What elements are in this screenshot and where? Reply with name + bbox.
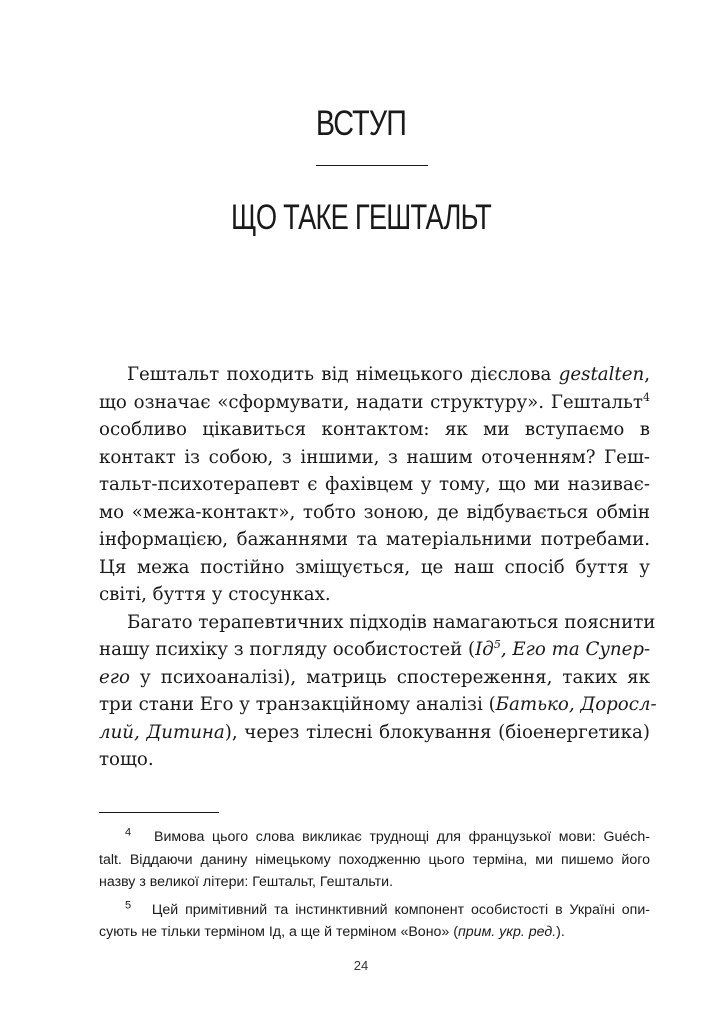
body-text xyxy=(99,361,657,774)
paragraph-2-line-1: Багато терапевтичних підходів намагаються пояснити xyxy=(127,611,656,633)
footnote-4-line-2: talt. Віддаючи данину німецькому походженню цього терміна, ми пишемо його xyxy=(99,851,650,868)
paragraph-1-line-3: особливо цікавиться контактом: як ми вступаємо в xyxy=(99,419,650,440)
footnote-ref-5: 5 xyxy=(493,637,501,651)
paragraph-1-line-2: що означає «сформувати, надати структуру». Гештальт$^4$ xyxy=(99,390,650,413)
paragraph-1-line-4: контакт із собою, з іншими, з нашим оточенням? Геш- xyxy=(99,446,650,468)
footnotes xyxy=(99,826,650,944)
chapter-title: ЩО ТАКЕ ГЕШТАЛЬТ xyxy=(231,198,491,237)
footnote-4-line-3: назву з великої літери: Гештальт, Гештальти. xyxy=(99,874,394,890)
paragraph-2-line-4: три стани Его у транзакційному аналізі (Батько, Доросл- xyxy=(99,694,657,715)
paragraph-1-line-9: світі, буття у стосунках. xyxy=(99,584,331,605)
page-number: 24 xyxy=(353,958,369,973)
paragraph-2-line-5: лий, Дитина), через тілесні блокування (біоенергетика) xyxy=(99,721,650,743)
footnote-ref-4: 4 xyxy=(643,390,650,404)
paragraph-2-line-2: нашу психіку з погляду особистостей ($Ід^5$, Его та Супер- xyxy=(99,637,651,660)
paragraph-1-line-5: тальт-психотерапевт є фахівцем у тому, що ми називає- xyxy=(99,474,650,495)
footnote-4-line-1: $^4$ Вимова цього слова викликає труднощі для французької мови: Guéch- xyxy=(125,826,651,845)
paragraph-2-line-6: тощо. xyxy=(99,749,154,770)
chapter-label: ВСТУП xyxy=(315,104,407,143)
paragraph-1-line-8: Ця межа постійно зміщується, це наш спосіб буття у xyxy=(99,556,650,578)
paragraph-1-line-6: мо «межа-контакт», тобто зоною, де відбувається обмін xyxy=(99,501,650,523)
paragraph-2-line-3: его у психоаналізі), матриць спостереження, таких як xyxy=(99,666,650,688)
chapter-divider xyxy=(316,165,428,166)
footnote-5-line-2: сують не тільки терміном Ід, а ще й терміном «Воно» (прим. укр. ред.). xyxy=(99,924,565,940)
footnote-divider xyxy=(99,812,219,813)
paragraph-1-line-1: Гештальт походить від німецького дієслова gestalten, xyxy=(127,364,650,385)
paragraph-1-line-7: інформацією, бажаннями та матеріальними потребами. xyxy=(99,529,650,550)
footnote-5-line-1: $^5$ Цей примітивний та інстинктивний компонент особистості в Україні опи- xyxy=(125,898,650,918)
